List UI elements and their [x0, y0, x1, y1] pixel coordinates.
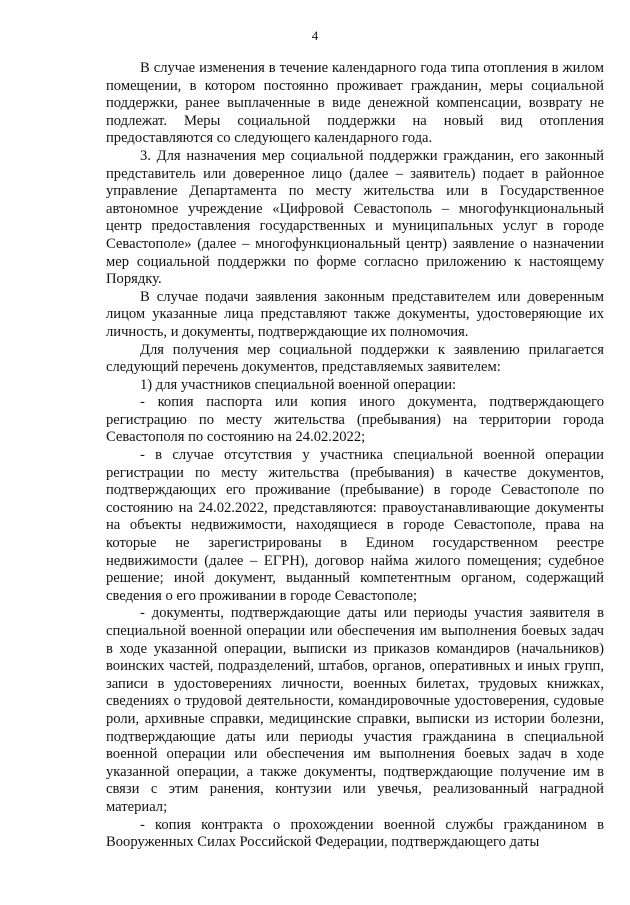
paragraph-documents-list-intro: Для получения мер социальной поддержки к заявлению прилагается следующий перечень документов, представляемых заявителем:: [106, 341, 604, 376]
paragraph-application-submission: 3. Для назначения мер социальной поддержки гражданин, его законный представитель или доверенное лицо (далее – заявитель) подает в районное управление Департамента по месту жительства или в Государственное автономное учреждение «Цифровой Севастополь – многофункциональный центр предоставления государственных и муниципальных услуг в городе Севастополе» (далее – многофункциональный центр) заявление о назначении мер социальной поддержки по форме согласно приложению к настоящему Порядку.: [106, 147, 604, 288]
list-item-participation-documents: - документы, подтверждающие даты или периоды участия заявителя в специальной военной операции или обеспечения им выполнения боевых задач в ходе указанной операции, выписки из приказов командиров (начальников) воинских частей, подразделений, штабов, органов, оперативных и иных групп, записи в удостоверениях личности, военных билетах, трудовых книжках, сведениях о трудовой деятельности, командировочные удостоверения, судовые роли, архивные справки, медицинские справки, выписки из истории болезни, подтверждающие даты или периоды участия гражданина в специальной военной операции или обеспечения им выполнения боевых задач в ходе указанной операции, а также документы, подтверждающие получение им в связи с этим ранения, контузии или увечья, реализованный наградной материал;: [106, 605, 604, 815]
list-item-contract-copy: - копия контракта о прохождении военной службы гражданином в Вооруженных Силах Российской Федерации, подтверждающего даты: [106, 816, 604, 851]
list-item-residence-proof: - в случае отсутствия у участника специальной военной операции регистрации по месту жительства (пребывания) в качестве документов, подтверждающих его проживание (пребывание) в городе Севастополе по состоянию на 24.02.2022, представляются: правоустанавливающие документы на объекты недвижимости, находящиеся в городе Севастополе, права на которые не зарегистрированы в Едином государственном реестре недвижимости (далее – ЕГРН), договор найма жилого помещения; судебное решение; иной документ, выданный компетентным органом, содержащий сведения о его проживании в городе Севастополе;: [106, 447, 604, 604]
document-body: [106, 60, 604, 852]
list-item-participants-heading: 1) для участников специальной военной операции:: [140, 376, 457, 393]
paragraph-representative-documents: В случае подачи заявления законным представителем или доверенным лицом указанные лица представляют также документы, удостоверяющие их личность, и документы, подтверждающие их полномочия.: [106, 288, 604, 340]
list-item-passport-copy: - копия паспорта или копия иного документа, подтверждающего регистрацию по месту жительства (пребывания) на территории города Севастополя по состоянию на 24.02.2022;: [106, 394, 604, 446]
page-number: 4: [311, 28, 319, 43]
paragraph-heating-change: В случае изменения в течение календарного года типа отопления в жилом помещении, в котором постоянно проживает гражданин, меры социальной поддержки, ранее выплаченные в виде денежной компенсации, возврату не подлежат. Меры социальной поддержки на новый вид отопления предоставляются со следующего календарного года.: [106, 60, 604, 147]
